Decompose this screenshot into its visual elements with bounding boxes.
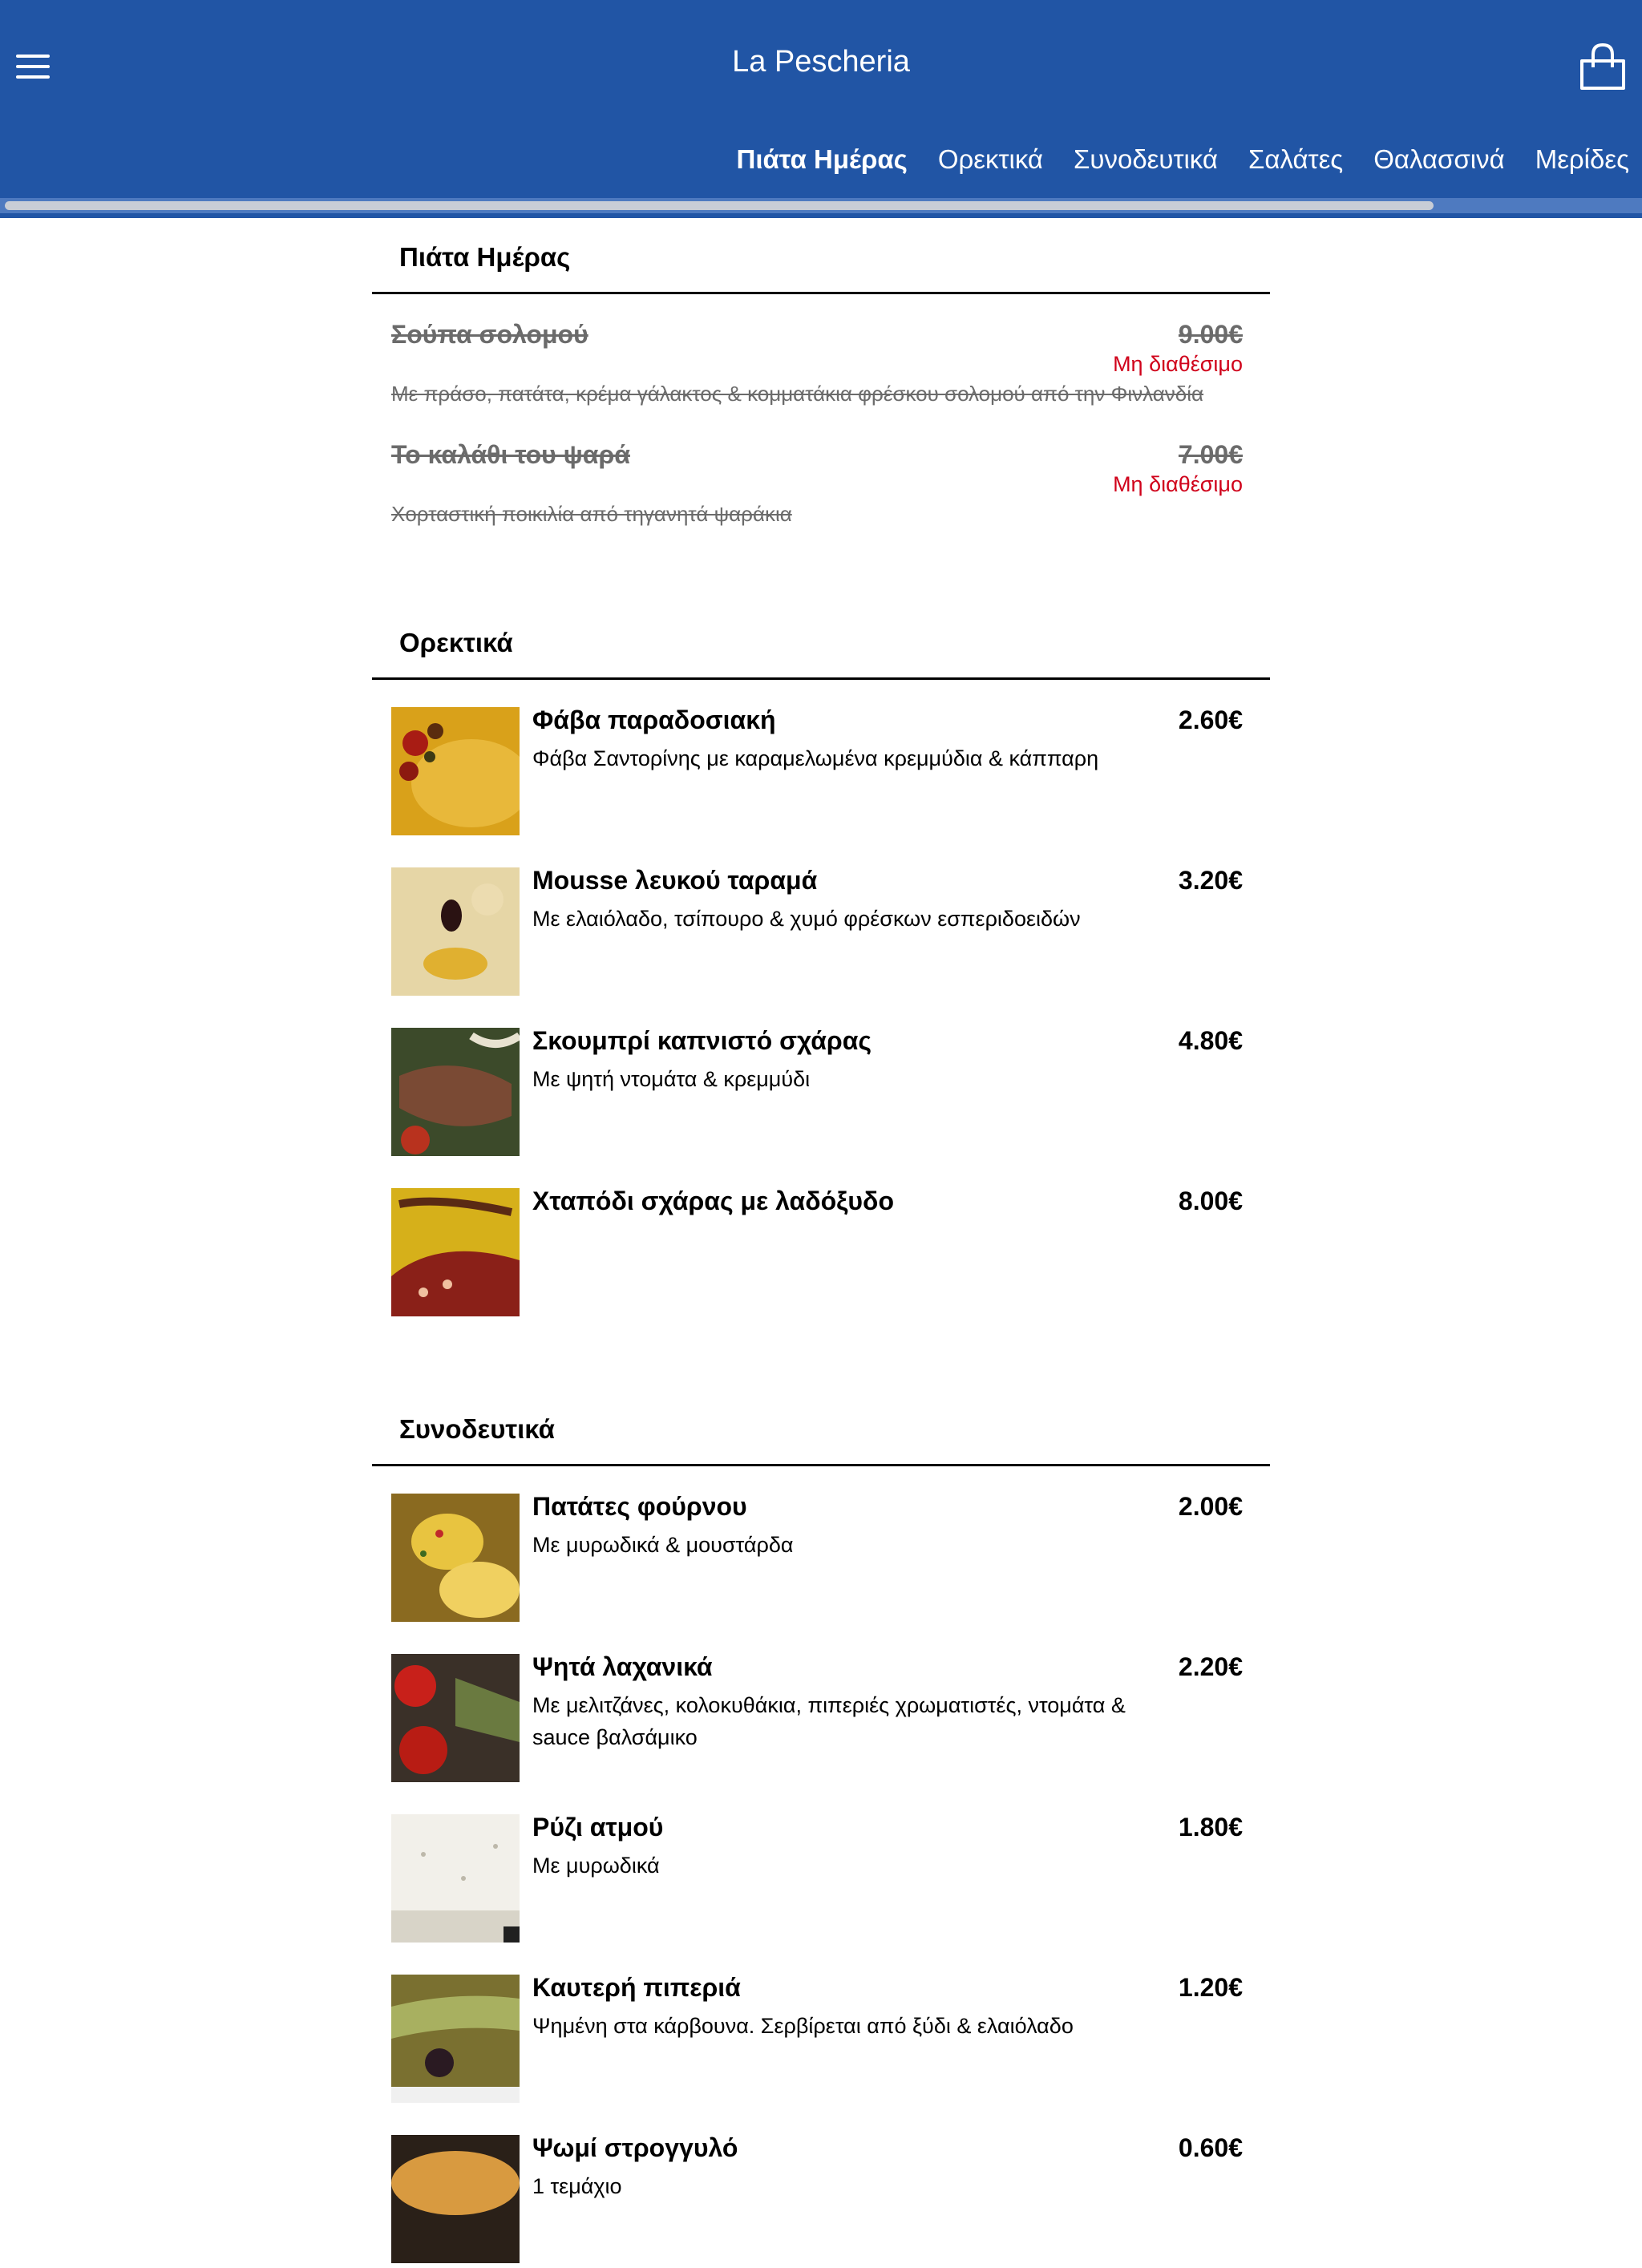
tab-piata-imeras[interactable]: Πιάτα Ημέρας	[736, 144, 908, 174]
tab-synodeftika[interactable]: Συνοδευτικά	[1074, 144, 1218, 174]
item-name: Σούπα σολομού	[391, 320, 588, 349]
category-tabs	[736, 144, 1629, 175]
item-price: 2.00€	[1178, 1492, 1243, 1521]
item-price: 8.00€	[1178, 1187, 1243, 1215]
tab-merides[interactable]: Μερίδες	[1535, 144, 1629, 174]
app-header	[0, 0, 1642, 218]
item-price: 1.80€	[1178, 1813, 1243, 1841]
menu-item[interactable]	[372, 294, 1270, 414]
menu-item[interactable]	[372, 1627, 1270, 1787]
item-name: Ψητά λαχανικά	[532, 1652, 713, 1681]
section-title: Ορεκτικά	[399, 628, 513, 657]
taramas-photo	[391, 867, 520, 996]
item-description: Ψημένη στα κάρβουνα. Σερβίρεται από ξύδι & ελαιόλαδο	[532, 2014, 1074, 2038]
item-name: Καυτερή πιπεριά	[532, 1973, 741, 2002]
section-title: Συνοδευτικά	[399, 1414, 555, 1444]
menu-item[interactable]	[372, 414, 1270, 535]
item-price: 0.60€	[1178, 2133, 1243, 2162]
item-description: Με πράσο, πατάτα, κρέμα γάλακτος & κομματάκια φρέσκου σολομού από την Φινλανδία	[391, 382, 1204, 406]
item-name: Σκουμπρί καπνιστό σχάρας	[532, 1026, 872, 1055]
item-name: Φάβα παραδοσιακή	[532, 705, 776, 734]
item-name: Το καλάθι του ψαρά	[391, 440, 630, 469]
item-description: Με μελιτζάνες, κολοκυθάκια, πιπεριές χρωματιστές, ντομάτα & sauce βαλσάμικο	[532, 1693, 1126, 1749]
unavailable-label: Μη διαθέσιμο	[1113, 472, 1243, 496]
item-price: 2.20€	[1178, 1652, 1243, 1681]
item-name: Ρύζι ατμού	[532, 1813, 664, 1841]
item-description: Χορταστική ποικιλία από τηγανητά ψαράκια	[391, 502, 792, 526]
app-title: La Pescheria	[732, 45, 910, 79]
item-price: 9.00€	[1178, 320, 1243, 349]
shopping-bag-icon[interactable]	[1578, 42, 1628, 91]
item-price: 3.20€	[1178, 866, 1243, 895]
unavailable-label: Μη διαθέσιμο	[1113, 352, 1243, 376]
menu-item[interactable]	[372, 840, 1270, 1001]
menu-item[interactable]	[372, 1947, 1270, 2108]
item-description: Με μυρωδικά & μουστάρδα	[532, 1533, 794, 1557]
menu-content	[372, 218, 1270, 2268]
menu-item[interactable]	[372, 1161, 1270, 1321]
menu-item[interactable]	[372, 1787, 1270, 1947]
hot-pepper-photo	[391, 1975, 520, 2103]
item-name: Πατάτες φούρνου	[532, 1492, 747, 1521]
item-description: 1 τεμάχιο	[532, 2174, 622, 2198]
item-name: Χταπόδι σχάρας με λαδόξυδο	[532, 1187, 894, 1215]
item-price: 2.60€	[1178, 705, 1243, 734]
menu-item[interactable]	[372, 680, 1270, 840]
item-description: Με μυρωδικά	[532, 1854, 660, 1878]
rice-photo	[391, 1814, 520, 1943]
octopus-photo	[391, 1188, 520, 1316]
menu-item[interactable]	[372, 1466, 1270, 1627]
tab-salates[interactable]: Σαλάτες	[1248, 144, 1344, 174]
item-price: 1.20€	[1178, 1973, 1243, 2002]
grilled-vegetables-photo	[391, 1654, 520, 1782]
item-price: 4.80€	[1178, 1026, 1243, 1055]
menu-item[interactable]	[372, 2108, 1270, 2268]
section-orektika	[372, 604, 1270, 1321]
item-description: Φάβα Σαντορίνης με καραμελωμένα κρεμμύδια & κάππαρη	[532, 746, 1099, 770]
item-price: 7.00€	[1178, 440, 1243, 469]
tabs-scrollbar[interactable]	[0, 198, 1642, 213]
item-name: Mousse λευκού ταραμά	[532, 866, 818, 895]
item-name: Ψωμί στρογγυλό	[532, 2133, 738, 2162]
item-description: Με ψητή ντομάτα & κρεμμύδι	[532, 1067, 811, 1091]
mackerel-photo	[391, 1028, 520, 1156]
menu-item[interactable]	[372, 1001, 1270, 1161]
bread-photo	[391, 2135, 520, 2263]
tab-thalassina[interactable]: Θαλασσινά	[1373, 144, 1505, 174]
tab-orektika[interactable]: Ορεκτικά	[937, 144, 1044, 174]
section-piata-imeras	[372, 218, 1270, 535]
section-title: Πιάτα Ημέρας	[399, 242, 571, 272]
fava-photo	[391, 707, 520, 835]
section-synodeftika	[372, 1390, 1270, 2268]
tabs-scrollbar-thumb[interactable]	[5, 201, 1434, 210]
potatoes-photo	[391, 1494, 520, 1622]
item-description: Με ελαιόλαδο, τσίπουρο & χυμό φρέσκων εσπεριδοειδών	[532, 907, 1081, 931]
